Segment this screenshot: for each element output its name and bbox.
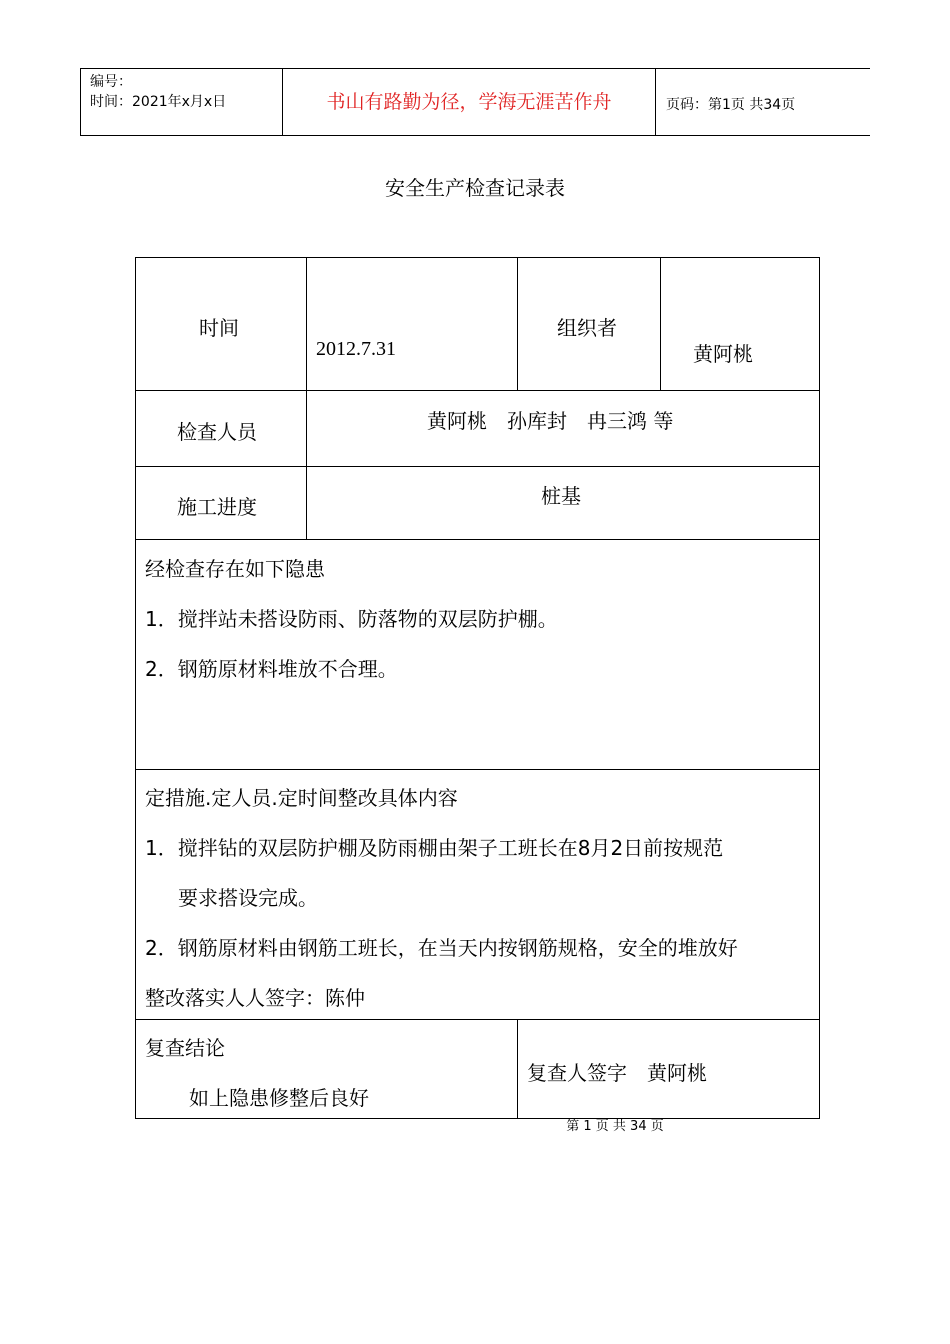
rectify-signature: 整改落实人人签字：陈仲	[145, 986, 365, 1010]
inspectors-value: 黄阿桃 孙库封 冉三鸿 等	[427, 409, 674, 433]
progress-label: 施工进度	[177, 495, 257, 519]
hazard-item: 1．搅拌站未搭设防雨、防落物的双层防护棚。	[145, 607, 558, 631]
progress-value: 桩基	[541, 484, 581, 508]
measure-item-continued: 要求搭设完成。	[178, 886, 318, 910]
measure-item: 1．搅拌钻的双层防护棚及防雨棚由架子工班长在8月2日前按规范	[145, 836, 724, 860]
header-number-label: 编号：	[90, 74, 132, 90]
measure-item: 2．钢筋原材料由钢筋工班长，在当天内按钢筋规格，安全的堆放好	[145, 936, 738, 960]
page-footer: 第 1 页 共 34 页	[566, 1119, 664, 1134]
header-page-info: 页码：第1页 共34页	[666, 97, 796, 113]
document-title: 安全生产检查记录表	[385, 176, 565, 200]
inspectors-label: 检查人员	[177, 420, 257, 444]
hazards-heading: 经检查存在如下隐患	[145, 557, 325, 581]
time-value: 2012.7.31	[316, 338, 396, 360]
organizer-value: 黄阿桃	[693, 342, 753, 366]
header-meta-cell	[81, 69, 283, 135]
measures-heading: 定措施.定人员.定时间整改具体内容	[145, 786, 458, 810]
header-time-label: 时间：2021年x月x日	[90, 94, 227, 110]
header-motto: 书山有路勤为径，学海无涯苦作舟	[283, 69, 656, 135]
time-label: 时间	[199, 316, 239, 340]
reviewer-signature: 复查人签字 黄阿桃	[527, 1061, 707, 1085]
review-result: 如上隐患修整后良好	[189, 1086, 369, 1110]
hazard-item: 2．钢筋原材料堆放不合理。	[145, 657, 398, 681]
organizer-label: 组织者	[557, 316, 617, 340]
page-header	[80, 68, 870, 136]
review-heading: 复查结论	[145, 1036, 225, 1060]
